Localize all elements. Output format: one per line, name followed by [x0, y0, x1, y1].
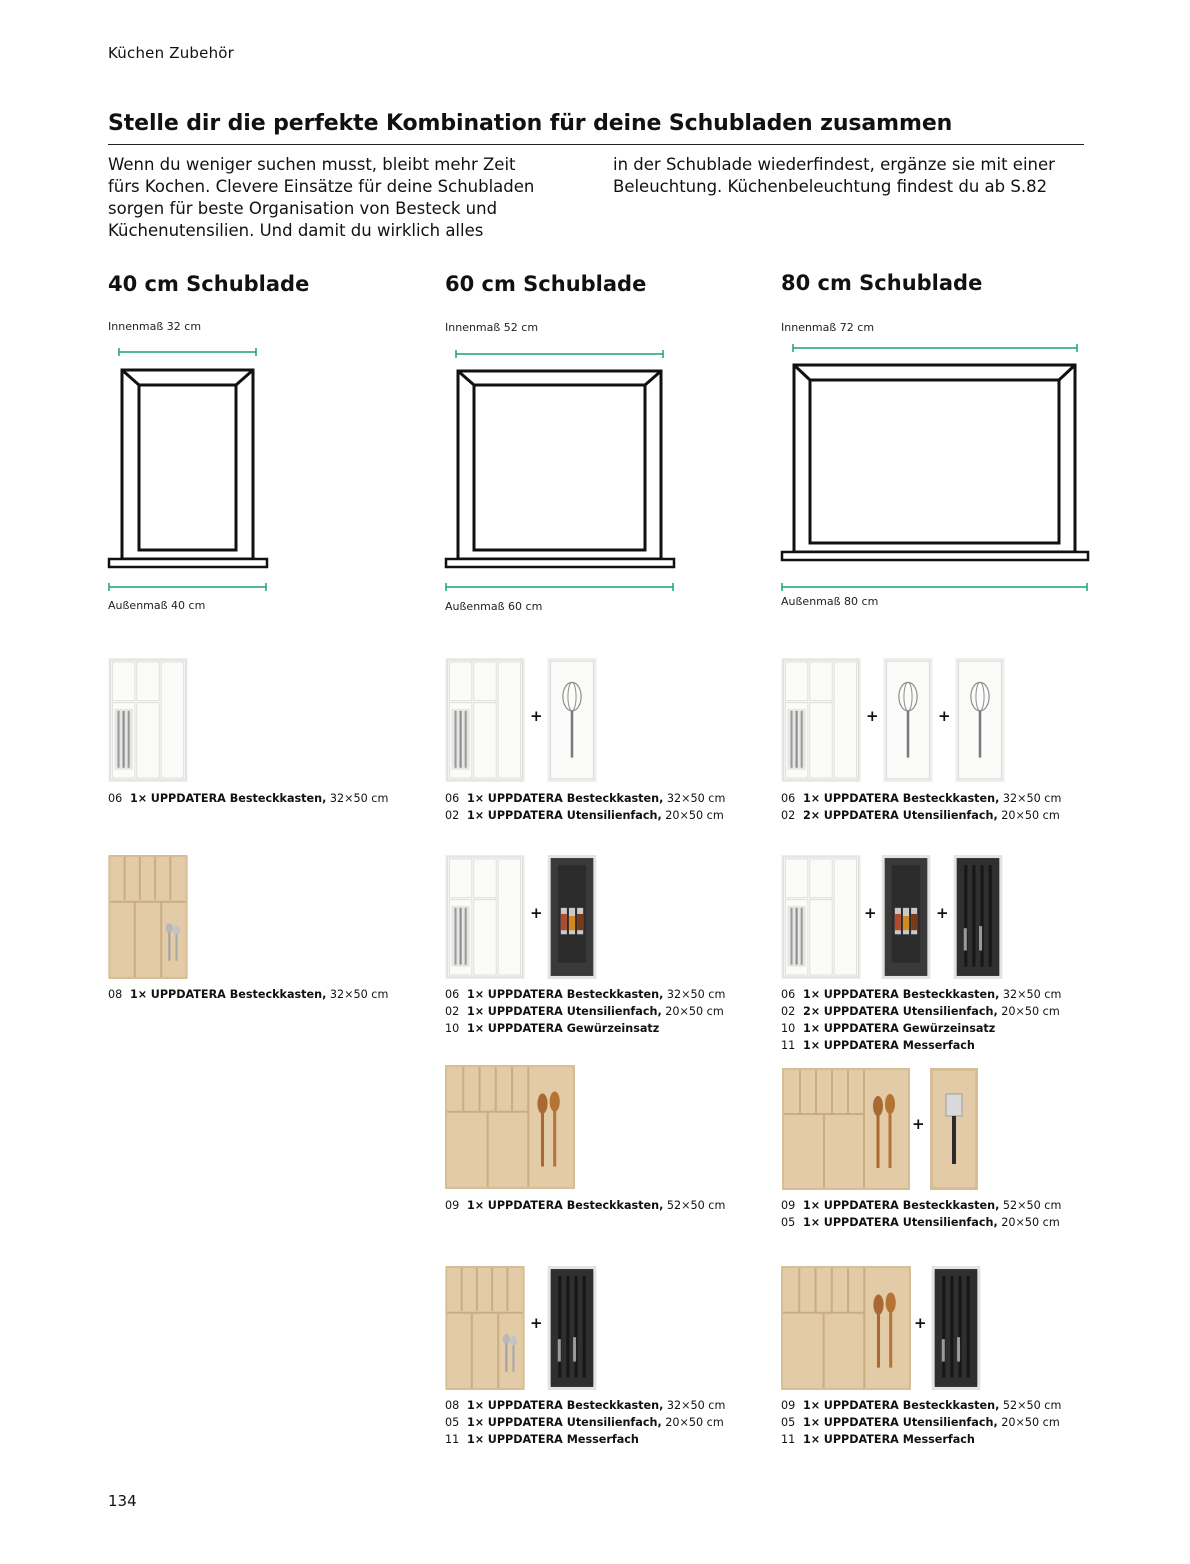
- knife-tray-image: [953, 855, 1003, 979]
- plus-sign: +: [530, 1314, 543, 1332]
- caption-line: 05 1× UPPDATERA Utensilienfach, 20×50 cm: [445, 1416, 724, 1429]
- combo-caption: [445, 790, 725, 824]
- cutlery-tray-wood-wide-image: [781, 1068, 911, 1190]
- plus-sign: +: [914, 1314, 927, 1332]
- caption-line: 06 1× UPPDATERA Besteckkasten, 32×50 cm: [445, 988, 726, 1001]
- inner-dimension-line: [793, 344, 1077, 352]
- drawer-outline: [109, 370, 266, 561]
- outer-dimension-60: Außenmaß 60 cm: [445, 600, 543, 613]
- cutlery-tray-wood-wide-image: [781, 1266, 911, 1390]
- utensil-tray-whisk-image: [547, 658, 597, 782]
- plus-sign: +: [530, 707, 543, 725]
- column-title-60: 60 cm Schublade: [445, 272, 647, 296]
- caption-line: 08 1× UPPDATERA Besteckkasten, 32×50 cm: [445, 1399, 726, 1412]
- utensil-tray-spatula-image: [929, 1068, 979, 1190]
- plus-sign: +: [936, 904, 949, 922]
- intro-line: sorgen für beste Organisation von Besteck und: [108, 199, 498, 218]
- cutlery-tray-white-image: [781, 658, 861, 782]
- caption-line: 10 1× UPPDATERA Gewürzeinsatz: [781, 1022, 996, 1035]
- caption-line: 11 1× UPPDATERA Messerfach: [781, 1433, 975, 1446]
- intro-left: [108, 154, 534, 242]
- outer-dimension-80: Außenmaß 80 cm: [781, 595, 879, 608]
- spice-insert-image: [547, 855, 597, 979]
- inner-dimension-40: Innenmaß 32 cm: [108, 320, 202, 333]
- caption-line: 10 1× UPPDATERA Gewürzeinsatz: [445, 1022, 660, 1035]
- plus-sign: +: [864, 904, 877, 922]
- combo-caption: [781, 1397, 1061, 1448]
- caption-line: 05 1× UPPDATERA Utensilienfach, 20×50 cm: [781, 1416, 1060, 1429]
- inner-dimension-line: [119, 348, 256, 356]
- spice-insert-image: [881, 855, 931, 979]
- intro-line: Beleuchtung. Küchenbeleuchtung findest du ab S.82: [613, 177, 1048, 196]
- utensil-tray-whisk-image: [955, 658, 1005, 782]
- inner-dimension-60: Innenmaß 52 cm: [445, 321, 539, 334]
- outer-dimension-line: [782, 583, 1087, 591]
- caption-line: 06 1× UPPDATERA Besteckkasten, 32×50 cm: [781, 792, 1062, 805]
- cutlery-tray-white-image: [445, 855, 525, 979]
- combo-caption: [445, 1197, 725, 1214]
- plus-sign: +: [866, 707, 879, 725]
- caption-line: 09 1× UPPDATERA Besteckkasten, 52×50 cm: [781, 1199, 1062, 1212]
- intro-line: Wenn du weniger suchen musst, bleibt mehr Zeit: [108, 155, 516, 174]
- outer-dimension-line: [446, 583, 673, 591]
- intro-line: fürs Kochen. Clevere Einsätze für deine Schubladen: [108, 177, 535, 196]
- caption-line: 05 1× UPPDATERA Utensilienfach, 20×50 cm: [781, 1216, 1060, 1229]
- caption-line: 02 1× UPPDATERA Utensilienfach, 20×50 cm: [445, 1005, 724, 1018]
- combo-caption: [445, 986, 725, 1037]
- intro-line: in der Schublade wiederfindest, ergänze sie mit einer: [613, 155, 1055, 174]
- page-number: 134: [108, 1492, 137, 1510]
- inner-dimension-line: [456, 350, 663, 358]
- title-divider: [108, 144, 1084, 145]
- combo-caption: [108, 790, 388, 807]
- caption-line: 02 1× UPPDATERA Utensilienfach, 20×50 cm: [445, 809, 724, 822]
- caption-line: 11 1× UPPDATERA Messerfach: [781, 1039, 975, 1052]
- plus-sign: +: [912, 1115, 925, 1133]
- cutlery-tray-wood-image: [108, 855, 188, 979]
- caption-line: 11 1× UPPDATERA Messerfach: [445, 1433, 639, 1446]
- outer-dimension-40: Außenmaß 40 cm: [108, 599, 206, 612]
- column-title-80: 80 cm Schublade: [781, 271, 983, 295]
- plus-sign: +: [530, 904, 543, 922]
- caption-line: 06 1× UPPDATERA Besteckkasten, 32×50 cm: [445, 792, 726, 805]
- intro-line: Küchenutensilien. Und damit du wirklich alles: [108, 221, 484, 240]
- intro-right: [613, 154, 1055, 198]
- utensil-tray-whisk-image: [883, 658, 933, 782]
- drawer-diagram-60: [443, 344, 679, 596]
- caption-line: 06 1× UPPDATERA Besteckkasten, 32×50 cm: [108, 792, 389, 805]
- drawer-diagram-80: [779, 338, 1091, 594]
- drawer-diagram-40: [106, 344, 272, 596]
- knife-tray-image: [547, 1266, 597, 1390]
- combo-caption: [781, 1197, 1061, 1231]
- combo-caption: [445, 1397, 725, 1448]
- column-title-40: 40 cm Schublade: [108, 272, 310, 296]
- caption-line: 02 2× UPPDATERA Utensilienfach, 20×50 cm: [781, 1005, 1060, 1018]
- caption-line: 06 1× UPPDATERA Besteckkasten, 32×50 cm: [781, 988, 1062, 1001]
- section-label: Küchen Zubehör: [108, 44, 235, 62]
- combo-caption: [108, 986, 388, 1003]
- cutlery-tray-white-image: [108, 658, 188, 782]
- drawer-outline: [446, 371, 673, 561]
- drawer-outline: [782, 365, 1087, 554]
- page-title: Stelle dir die perfekte Kombination für deine Schubladen zusammen: [108, 111, 953, 136]
- outer-dimension-line: [109, 583, 266, 591]
- cutlery-tray-white-image: [445, 658, 525, 782]
- combo-caption: [781, 986, 1061, 1054]
- cutlery-tray-wood-wide-image: [445, 1065, 575, 1189]
- cutlery-tray-wood-image: [445, 1266, 525, 1390]
- cutlery-tray-white-image: [781, 855, 861, 979]
- knife-tray-image: [931, 1266, 981, 1390]
- caption-line: 09 1× UPPDATERA Besteckkasten, 52×50 cm: [445, 1199, 726, 1212]
- combo-caption: [781, 790, 1061, 824]
- caption-line: 08 1× UPPDATERA Besteckkasten, 32×50 cm: [108, 988, 389, 1001]
- inner-dimension-80: Innenmaß 72 cm: [781, 321, 875, 334]
- caption-line: 09 1× UPPDATERA Besteckkasten, 52×50 cm: [781, 1399, 1062, 1412]
- caption-line: 02 2× UPPDATERA Utensilienfach, 20×50 cm: [781, 809, 1060, 822]
- plus-sign: +: [938, 707, 951, 725]
